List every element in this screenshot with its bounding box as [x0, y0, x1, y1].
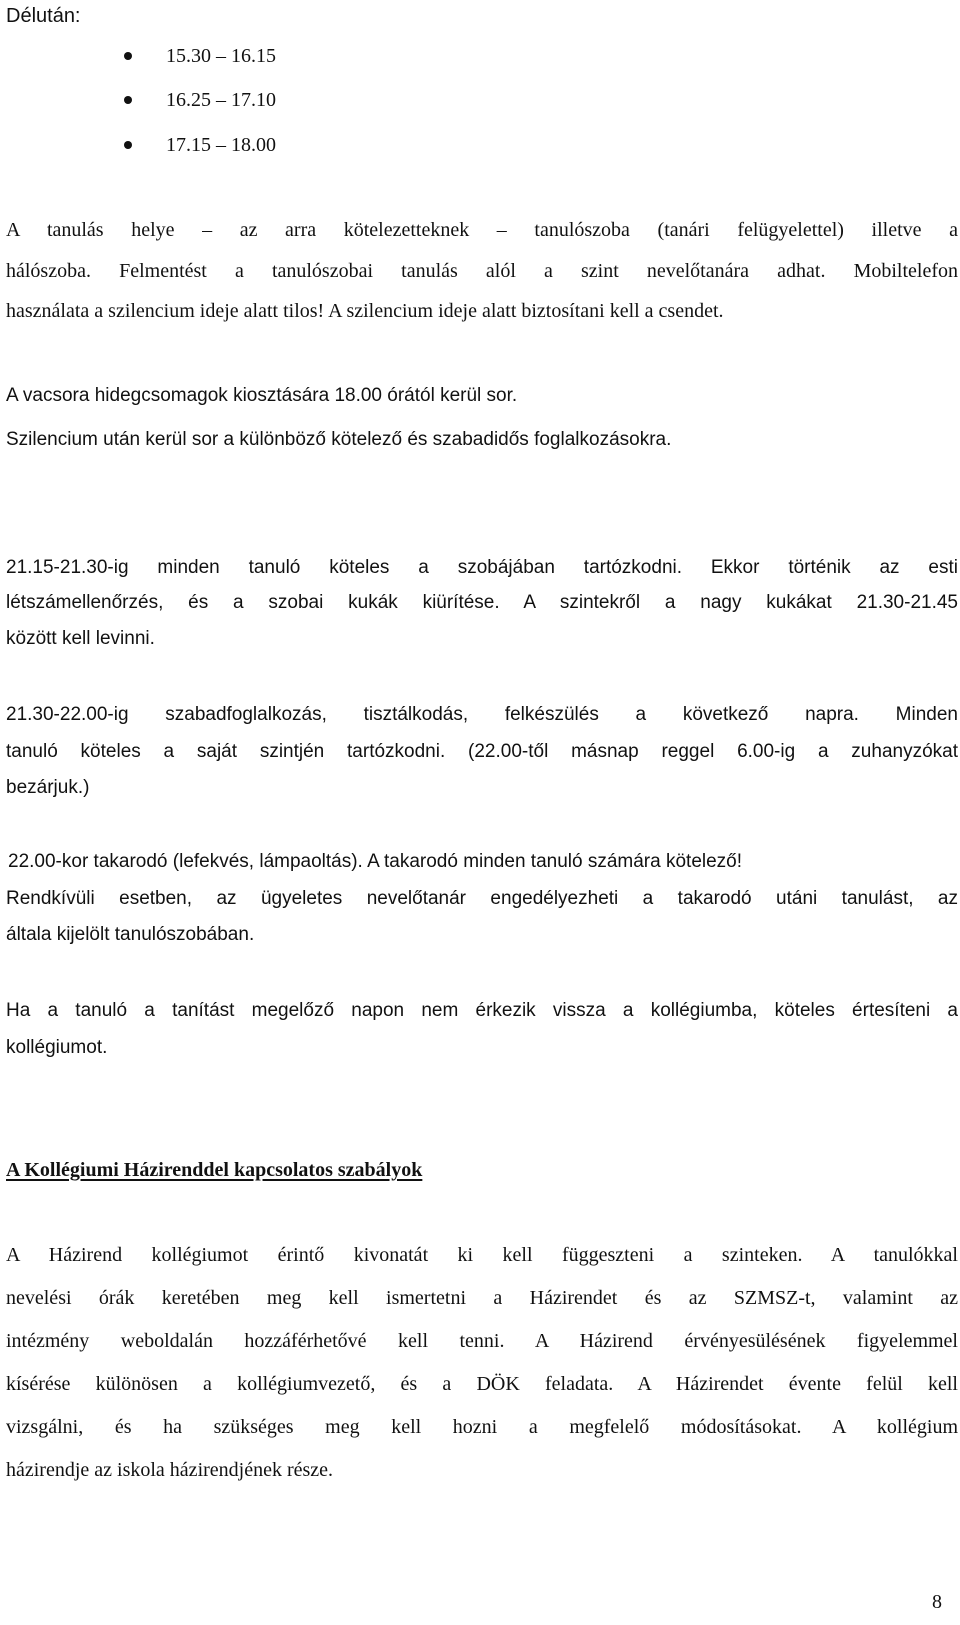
- time-slot-1: 15.30 – 16.15: [166, 45, 276, 67]
- curfew-line-1: 22.00-kor takarodó (lefekvés, lámpaoltás). A takarodó minden tanuló számára kötelező!: [8, 851, 743, 872]
- room-paragraph-line-2: létszámellenőrzés, és a szobai kukák kiürítése. A szintekről a nagy kukákat 21.30-21.45: [6, 592, 958, 613]
- rules-line-1: A Házirend kollégiumot érintő kivonatát ki kell függeszteni a szinteken. A tanulókkal: [6, 1244, 958, 1266]
- free-paragraph-line-3: bezárjuk.): [6, 777, 90, 798]
- return-line-1: Ha a tanuló a tanítást megelőző napon nem érkezik vissza a kollégiumba, köteles értesíteni a: [6, 1000, 958, 1021]
- study-paragraph-line-1: A tanulás helye – az arra kötelezetteknek – tanulószoba (tanári felügyelettel) illetve a: [6, 219, 958, 241]
- time-slot-3: 17.15 – 18.00: [166, 134, 276, 156]
- page-number: 8: [932, 1591, 942, 1613]
- free-paragraph-line-2: tanuló köteles a saját szintjén tartózkodni. (22.00-től másnap reggel 6.00-ig a zuhanyzókat: [6, 741, 958, 762]
- return-line-2: kollégiumot.: [6, 1037, 108, 1058]
- rules-line-5: vizsgálni, és ha szükséges meg kell hozni a megfelelő módosításokat. A kollégium: [6, 1416, 958, 1438]
- dinner-line-1: A vacsora hidegcsomagok kiosztására 18.00 órától kerül sor.: [6, 385, 518, 406]
- free-paragraph-line-1: 21.30-22.00-ig szabadfoglalkozás, tisztálkodás, felkészülés a következő napra. Minden: [6, 704, 958, 725]
- rules-line-2: nevelési órák keretében meg kell ismertetni a Házirendet és az SZMSZ-t, valamint az: [6, 1287, 958, 1309]
- rules-line-6: házirendje az iskola házirendjének része.: [6, 1459, 334, 1481]
- section-heading: A Kollégiumi Házirenddel kapcsolatos szabályok: [6, 1159, 423, 1181]
- curfew-line-2: Rendkívüli esetben, az ügyeletes nevelőtanár engedélyezheti a takarodó utáni tanulást, az: [6, 888, 958, 909]
- curfew-line-3: általa kijelölt tanulószobában.: [6, 924, 255, 945]
- afternoon-label: Délután:: [6, 5, 81, 27]
- rules-line-3: intézmény weboldalán hozzáférhetővé kell tenni. A Házirend érvényesülésének figyelemmel: [6, 1330, 958, 1352]
- room-paragraph-line-1: 21.15-21.30-ig minden tanuló köteles a szobájában tartózkodni. Ekkor történik az esti: [6, 557, 958, 578]
- bullet-icon: [124, 52, 132, 60]
- rules-line-4: kísérése különösen a kollégiumvezető, és a DÖK feladata. A Házirendet évente felül kell: [6, 1373, 958, 1395]
- study-paragraph-line-3: használata a szilencium ideje alatt tilos! A szilencium ideje alatt biztosítani kell a csendet.: [6, 300, 724, 322]
- room-paragraph-line-3: között kell levinni.: [6, 628, 155, 649]
- time-slot-2: 16.25 – 17.10: [166, 89, 276, 111]
- bullet-icon: [124, 96, 132, 104]
- dinner-line-2: Szilencium után kerül sor a különböző kötelező és szabadidős foglalkozásokra.: [6, 429, 672, 450]
- bullet-icon: [124, 141, 132, 149]
- study-paragraph-line-2: hálószoba. Felmentést a tanulószobai tanulás alól a szint nevelőtanára adhat. Mobiltelefon: [6, 260, 958, 282]
